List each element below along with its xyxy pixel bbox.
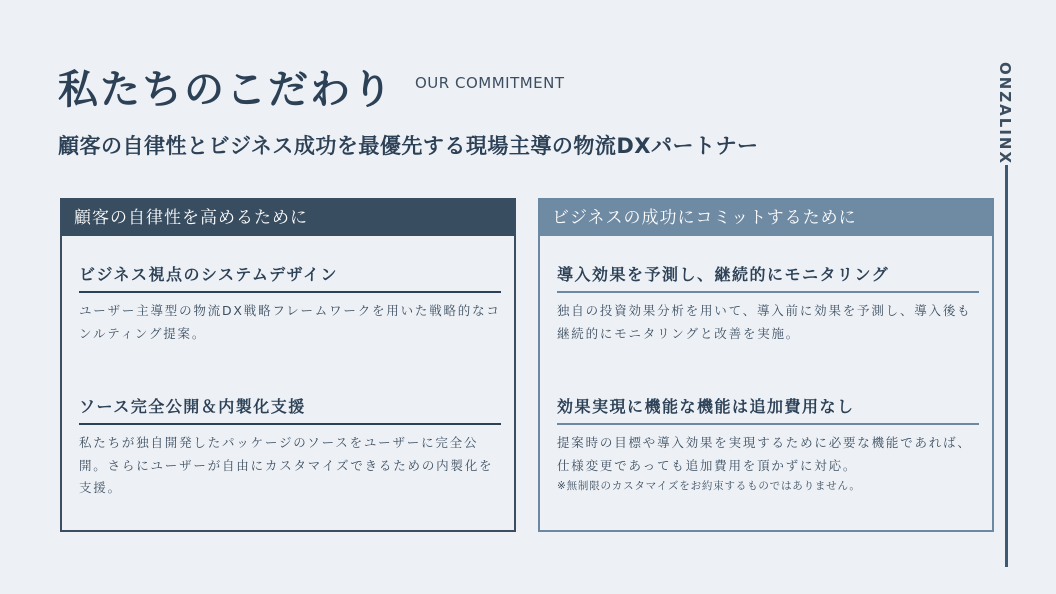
page-title-english: OUR COMMITMENT [415, 74, 565, 92]
page-title: 私たちのこだわり [58, 67, 394, 113]
disclaimer-note: ※無制限のカスタマイズをお約束するものではありません。 [557, 480, 861, 492]
page-subtitle: 顧客の自律性とビジネス成功を最優先する現場主導の物流DXパートナー [58, 134, 759, 158]
section-title: ビジネス視点のシステムデザイン [79, 262, 501, 293]
card-heading: ビジネスの成功にコミットするために [540, 200, 992, 236]
section-body: ユーザー主導型の物流DX戦略フレームワークを用いた戦略的なコンルティング提案。 [79, 303, 501, 341]
section-title: ソース完全公開＆内製化支援 [79, 394, 501, 425]
section-title: 効果実現に機能な機能は追加費用なし [557, 394, 979, 425]
section-body: 提案時の目標や導入効果を実現するために必要な機能であれば、仕様変更であっても追加費用を頂かずに対応。 [557, 435, 972, 473]
brand-logo-text: ONZALINX [996, 62, 1014, 166]
card-customer-autonomy [60, 198, 516, 532]
brand-divider-line [1005, 165, 1008, 567]
section-body: 私たちが独自開発したパッケージのソースをユーザーに完全公開。さらにユーザーが自由にカスタマイズできるための内製化を支援。 [79, 435, 494, 495]
section-title: 導入効果を予測し、継続的にモニタリング [557, 262, 979, 293]
section-body-wrapper [557, 432, 981, 495]
card-heading: 顧客の自律性を高めるために [62, 200, 514, 236]
section-body: 独自の投資効果分析を用いて、導入前に効果を予測し、導入後も継続的にモニタリングと改善を実施。 [557, 303, 972, 341]
card-business-success [538, 198, 994, 532]
